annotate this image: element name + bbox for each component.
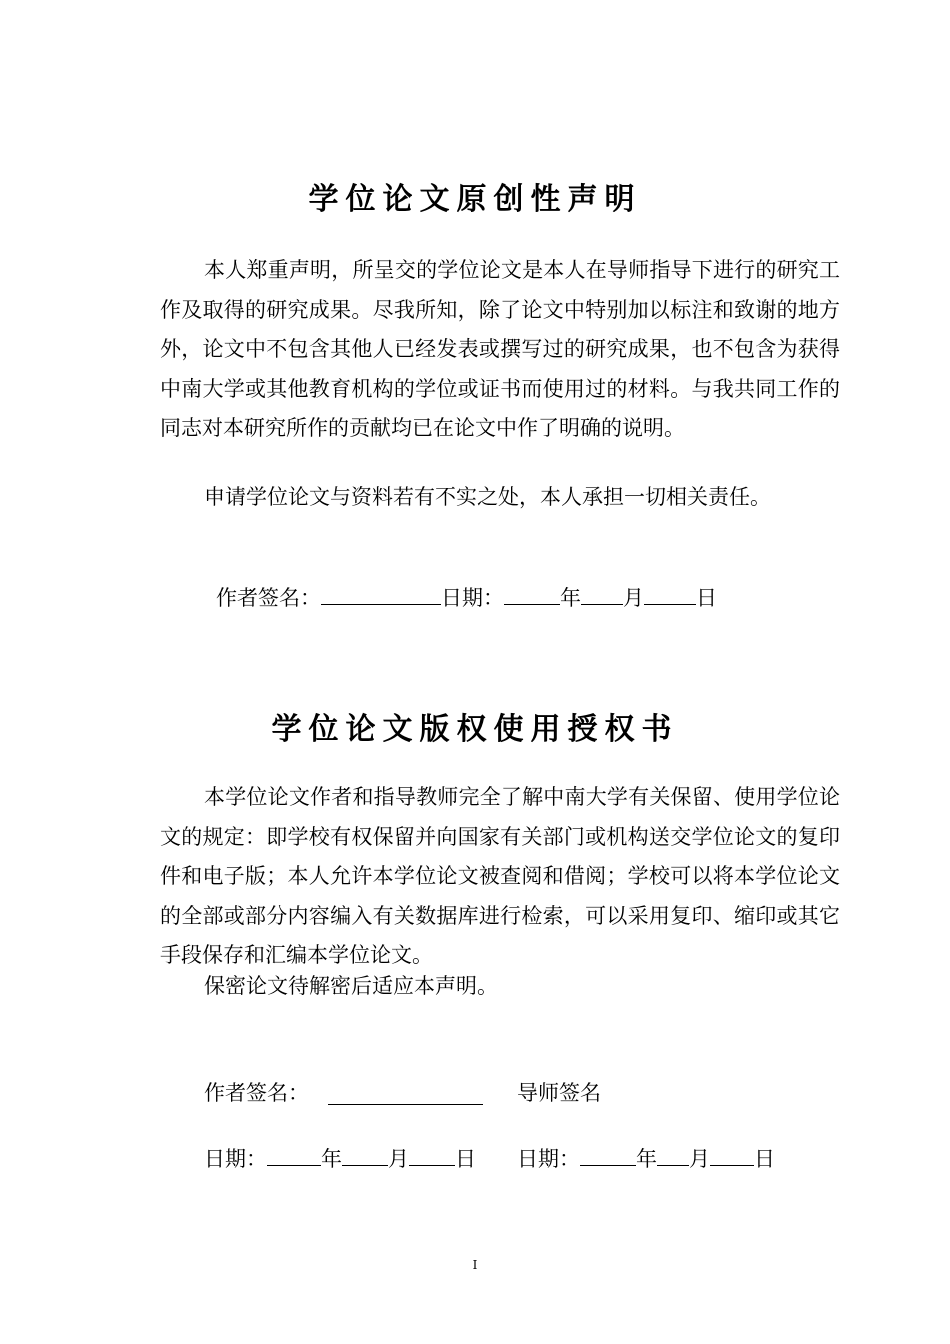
month-label: 月	[689, 1147, 710, 1171]
originality-paragraph-2: 申请学位论文与资料若有不实之处，本人承担一切相关责任。	[204, 485, 771, 509]
month-blank[interactable]	[657, 1143, 689, 1166]
day-blank[interactable]	[644, 582, 696, 605]
authorization-title: 学位论文版权使用授权书	[271, 712, 679, 747]
year-label: 年	[321, 1147, 342, 1171]
authorization-paragraph-1: 本学位论文作者和指导教师完全了解中南大学有关保留、使用学位论文的规定：即学校有权保留并向国家有关部门或机构送交学位论文的复印件和电子版；本人允许本学位论文被查阅和借阅；学校可以将本学位论文的全部或部分内容编入有关数据库进行检索，可以采用复印、缩印或其它手段保存和汇编本学位论文。	[160, 785, 840, 967]
page-number: I	[472, 1258, 478, 1272]
advisor-date-line	[517, 1143, 775, 1174]
month-blank[interactable]	[342, 1143, 388, 1166]
year-blank[interactable]	[580, 1143, 636, 1166]
author-sign-label: 作者签名：	[216, 586, 321, 610]
day-label: 日	[455, 1147, 476, 1171]
year-blank[interactable]	[267, 1143, 321, 1166]
month-blank[interactable]	[581, 582, 623, 605]
day-blank[interactable]	[710, 1143, 754, 1166]
author-sign-blank[interactable]	[328, 1082, 483, 1105]
author-sign-label: 作者签名：	[204, 1081, 309, 1105]
author-date-line	[204, 1143, 476, 1174]
originality-paragraph-1: 本人郑重声明，所呈交的学位论文是本人在导师指导下进行的研究工作及取得的研究成果。尽我所知，除了论文中特别加以标注和致谢的地方外，论文中不包含其他人已经发表或撰写过的研究成果，也不包含为获得中南大学或其他教育机构的学位或证书而使用过的材料。与我共同工作的同志对本研究所作的贡献均已在论文中作了明确的说明。	[160, 258, 840, 440]
month-label: 月	[388, 1147, 409, 1171]
day-label: 日	[696, 586, 717, 610]
date-label: 日期：	[204, 1147, 267, 1171]
month-label: 月	[623, 586, 644, 610]
authorization-paragraph-2: 保密论文待解密后适应本声明。	[204, 974, 498, 998]
day-blank[interactable]	[409, 1143, 455, 1166]
date-label: 日期：	[517, 1147, 580, 1171]
originality-signature-line	[216, 582, 717, 613]
author-sign-blank[interactable]	[321, 582, 441, 605]
day-label: 日	[754, 1147, 775, 1171]
authorization-author-sign-line	[204, 1078, 309, 1108]
date-label: 日期：	[441, 586, 504, 610]
year-blank[interactable]	[504, 582, 560, 605]
year-label: 年	[636, 1147, 657, 1171]
originality-title: 学位论文原创性声明	[308, 182, 642, 217]
year-label: 年	[560, 586, 581, 610]
advisor-sign-label: 导师签名	[517, 1081, 601, 1105]
advisor-sign-line	[517, 1078, 601, 1108]
